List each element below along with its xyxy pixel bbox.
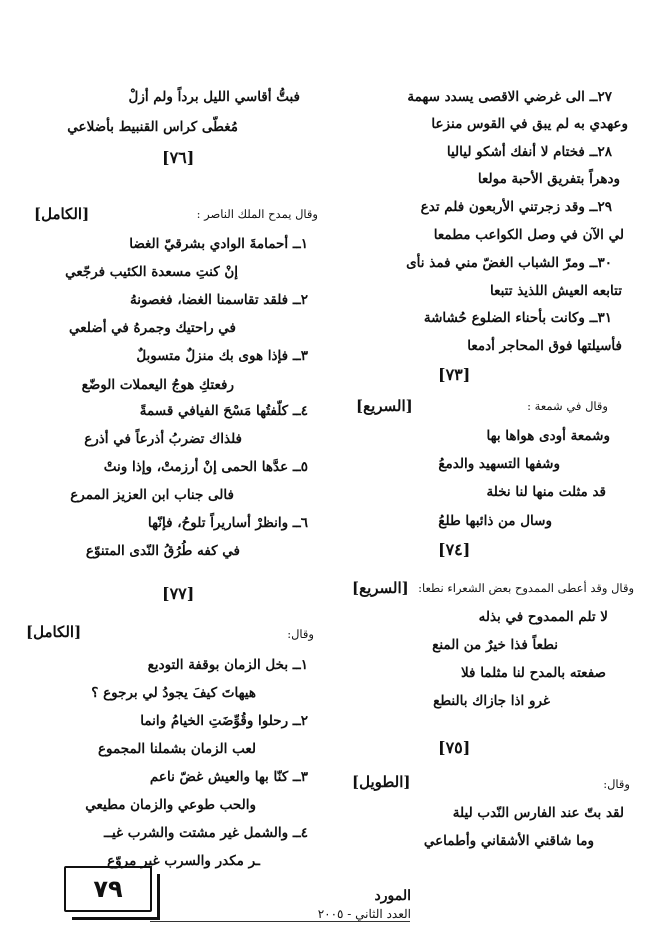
meter-label: [الكامل]	[26, 623, 82, 641]
verse-line: ٥ــ عدَّها الحمى إنْ أرزمتْ، وإذا ونتْ	[103, 459, 308, 475]
verse-line: والحب طوعي والزمان مطيعي	[85, 797, 256, 813]
verse-line: وما شاقني الأشقاني وأطماعي	[423, 833, 594, 849]
verse-line: ٤ــ والشمل غير مشتت والشرب غيــ	[104, 825, 308, 841]
verse-line: تتابعه العيش اللذيذ تتبعا	[489, 283, 622, 299]
verse-line: ٤ــ كلّفتُها مَسْحَ الفيافي قسمةً	[139, 403, 308, 419]
verse-line: ١ــ أحمامةَ الوادي بشرقيّ الغضا	[129, 236, 308, 252]
verse-line: نطعاً فذا خيرٌ من المنع	[432, 637, 558, 653]
verse-line: وشمعة أودى هواها بها	[486, 428, 610, 444]
verse-line: فأسيلتها فوق المحاجر أدمعا	[467, 338, 622, 354]
verse-line: ٣ــ فإذا هوى بك منزلٌ متسوبلٌ	[136, 348, 308, 364]
verse-line: فبتُّ أقاسي الليل برداً ولم أزلْ	[128, 89, 300, 105]
verse-line: ٣ــ كنّا بها والعيش غضّ ناعم	[149, 769, 308, 785]
footer-rule	[150, 921, 410, 922]
poem-intro: وقال في شمعة :	[527, 399, 608, 413]
verse-line: لا تلم الممدوح في بذله	[478, 609, 608, 625]
verse-line: في كفه طُرُقُ النّدى المتنوّع	[85, 543, 240, 559]
verse-line: ٢ــ فلقد تقاسمنا الغضا، فغصونهُ	[129, 292, 308, 308]
verse-line: ٢٨ــ فختام لا أنفك أشكو لياليا	[446, 144, 612, 160]
verse-line: لعب الزمان بشملنا المجموع	[97, 741, 256, 757]
verse-line: ٢ــ رحلوا وقُوِّضَتِ الخيامُ وانما	[140, 713, 308, 729]
poem-intro: وقال يمدح الملك الناصر :	[196, 207, 318, 221]
verse-line: لي الآن في وصل الكواعب مطمعا	[433, 227, 624, 243]
poem-intro: وقال:	[287, 627, 314, 641]
journal-issue: العدد الثاني - ٢٠٠٥	[317, 907, 411, 921]
poem-number: [٧٤]	[438, 540, 471, 559]
verse-line: مُغطّى كراس القنبيط بأضلاعي	[67, 119, 238, 135]
verse-line: ٢٧ــ الى غرضي الاقصى يسدد سهمة	[407, 89, 612, 105]
verse-line: لقد بتّ عند الفارس النّدب ليلة	[452, 805, 624, 821]
journal-name: المورد	[374, 888, 411, 904]
poem-intro: وقال:	[603, 777, 630, 791]
verse-line: صفعته بالمدح لنا مثلما فلا	[460, 665, 606, 681]
page-number-box	[64, 866, 152, 912]
verse-line: ودهراً بتفريق الأحبة مولعا	[477, 171, 620, 187]
verse-line: ـر مكدر والسرب غير مروّع	[107, 853, 260, 869]
verse-line: فلذاك تضربُ أذرعاً في أذرع	[84, 431, 242, 447]
poem-number: [٧٧]	[162, 584, 195, 603]
poem-number: [٧٣]	[438, 365, 471, 384]
verse-line: فالى جناب ابن العزيز الممرع	[70, 487, 234, 503]
verse-line: رفعتكِ هوجُ اليعملات الوضّع	[81, 377, 234, 393]
verse-line: وسال من ذائبها طلعُ	[438, 513, 552, 529]
verse-line: ٦ــ وانظرْ أساريراً تلوحُ، فإنّها	[147, 515, 308, 531]
page-number: ٧٩	[93, 875, 123, 903]
verse-line: هيهاتَ كيفَ يجودُ لي برجوع ؟	[91, 685, 256, 701]
meter-label: [الطويل]	[352, 773, 411, 791]
verse-line: ٣١ــ وكانت بأحناء الضلوع حُشاشة	[423, 310, 612, 326]
meter-label: [السريع]	[352, 579, 409, 597]
verse-line: ٢٩ــ وقد زجرتني الأربعون فلم تدع	[420, 199, 612, 215]
verse-line: وعهدي به لم يبق في القوس منزعا	[431, 116, 628, 132]
meter-label: [الكامل]	[34, 205, 90, 223]
verse-line: قد مثلت منها لنا نخلة	[486, 484, 606, 500]
verse-line: غرو اذا جازاك بالنطع	[433, 693, 550, 709]
poem-number: [٧٦]	[162, 148, 195, 167]
poem-number: [٧٥]	[438, 738, 471, 757]
verse-line: ٣٠ــ ومرّ الشباب الغضّ مني فمذ نأى	[406, 255, 612, 271]
verse-line: ١ــ بخل الزمان بوقفة التوديع	[147, 657, 308, 673]
verse-line: وشفها التسهيد والدمعُ	[438, 456, 560, 472]
verse-line: إنْ كنتِ مسعدة الكئيب فرجّعي	[65, 264, 238, 280]
poem-intro: وقال وقد أعطى الممدوح بعض الشعراء نطعا:	[418, 581, 634, 595]
meter-label: [السريع]	[356, 397, 413, 415]
verse-line: في راحتيك وجمرهُ في أضلعي	[69, 320, 236, 336]
